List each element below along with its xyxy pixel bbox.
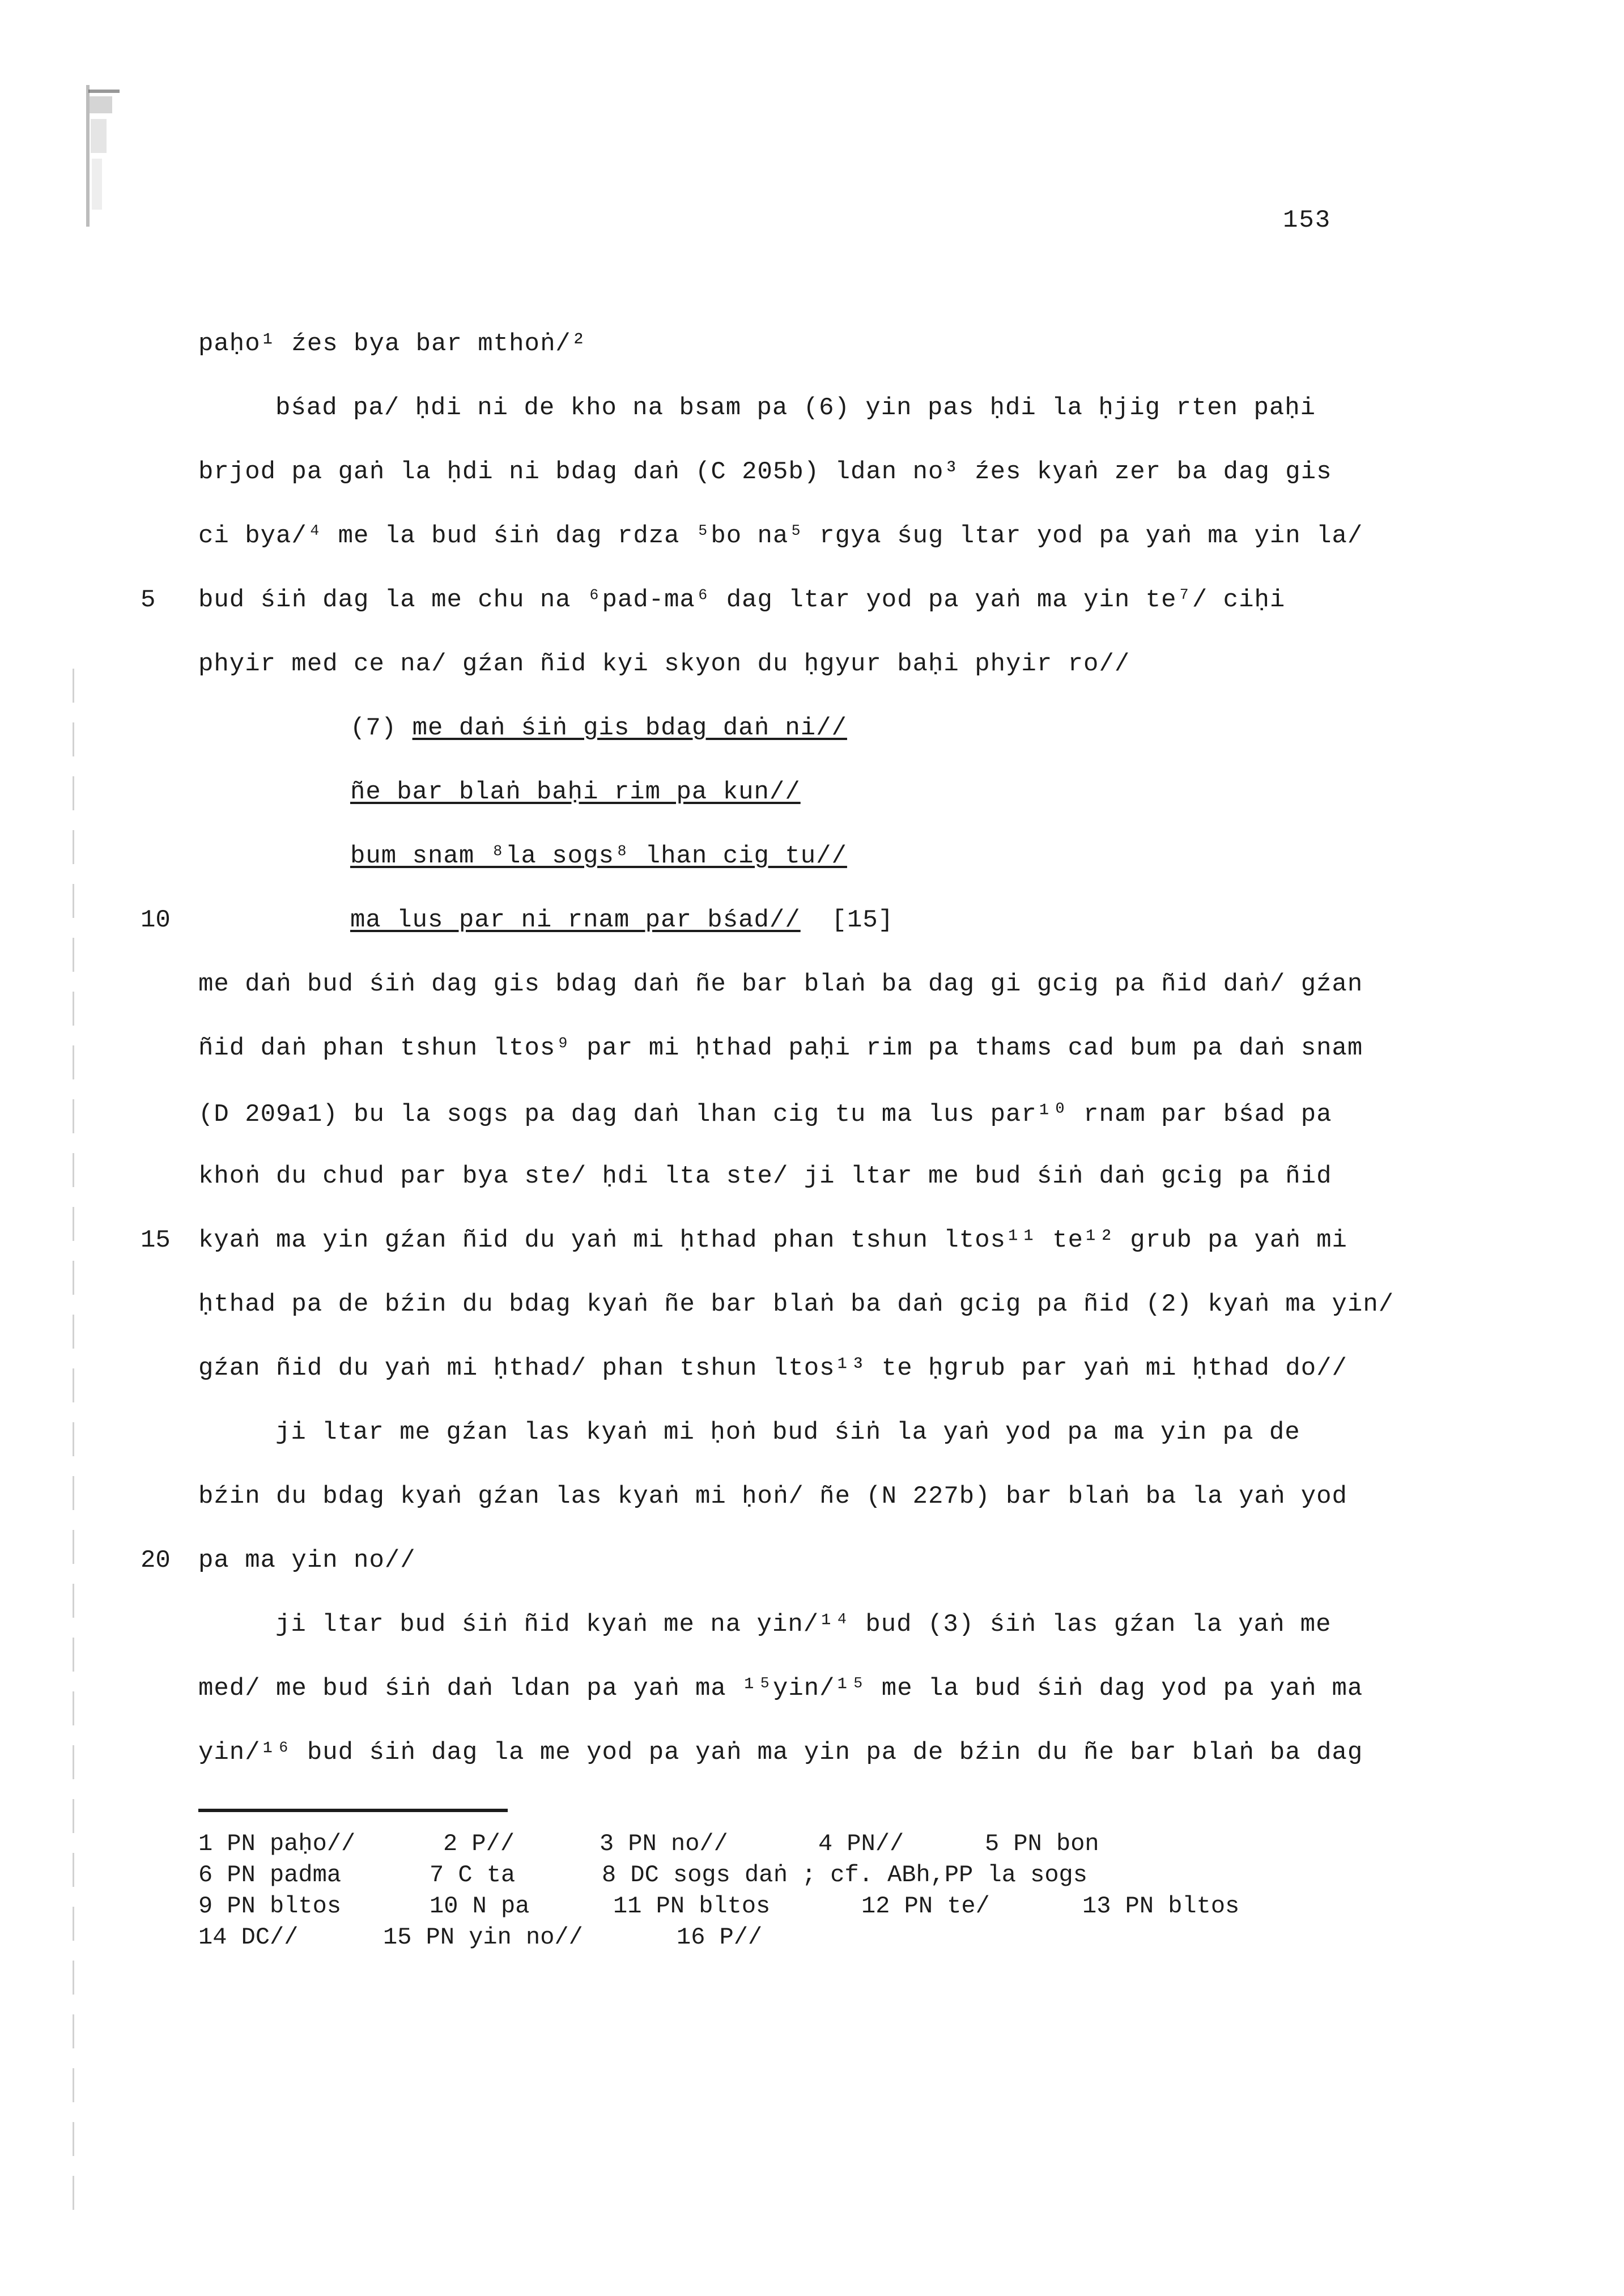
body-line: ci bya/⁴ me la bud śiṅ dag rdza ⁵bo na⁵ rgya śug ltar yod pa yaṅ ma yin la/ (198, 522, 1363, 550)
footnote: 7 C ta (430, 1861, 516, 1889)
commentary-line: ji ltar me gźan las kyaṅ mi ḥoṅ bud śiṅ la yaṅ yod pa ma yin pa de (275, 1418, 1300, 1447)
page-number: 153 (1283, 206, 1332, 235)
footnote: 15 PN yin no// (383, 1924, 583, 1951)
footnote: 16 P// (677, 1924, 763, 1951)
footnote: 9 PN bltos (198, 1893, 342, 1920)
footnote: 8 DC sogs daṅ ; cf. ABh,PP la sogs (602, 1861, 1087, 1889)
footnote: 2 P// (443, 1830, 515, 1857)
footnote: 10 N pa (430, 1893, 530, 1920)
commentary-line: khoṅ du chud par bya ste/ ḥdi lta ste/ ji ltar me bud śiṅ daṅ gcig pa ñid (198, 1162, 1332, 1190)
commentary-line: ji ltar bud śiṅ ñid kyaṅ me na yin/¹⁴ bud (3) śiṅ las gźan la yaṅ me (275, 1610, 1332, 1639)
commentary-line: me daṅ bud śiṅ dag gis bdag daṅ ñe bar blaṅ ba dag gi gcig pa ñid daṅ/ gźan (198, 970, 1363, 998)
body-line: paḥo¹ źes bya bar mthoṅ/² (198, 330, 587, 358)
commentary-line: yin/¹⁶ bud śiṅ dag la me yod pa yaṅ ma yin pa de bźin du ñe bar blaṅ ba dag (198, 1738, 1363, 1767)
body-line: bud śiṅ dag la me chu na ⁶pad-ma⁶ dag ltar yod pa yaṅ ma yin te⁷/ ciḥi (198, 586, 1286, 614)
body-line: bśad pa/ ḥdi ni de kho na bsam pa (6) yin pas ḥdi la ḥjig rten paḥi (275, 394, 1316, 422)
verse-text: ma lus par ni rnam par bśad// (350, 906, 801, 934)
commentary-line: ñid daṅ phan tshun ltos⁹ par mi ḥthad paḥi rim pa thams cad bum pa daṅ snam (198, 1034, 1363, 1062)
commentary-line: gźan ñid du yaṅ mi ḥthad/ phan tshun ltos¹³ te ḥgrub par yaṅ mi ḥthad do// (198, 1354, 1347, 1383)
commentary-line: ḥthad pa de bźin du bdag kyaṅ ñe bar blaṅ ba daṅ gcig pa ñid (2) kyaṅ ma yin/ (198, 1290, 1395, 1319)
footnote: 14 DC// (198, 1924, 299, 1951)
footnote-separator (198, 1809, 508, 1812)
footnote: 12 PN te/ (861, 1893, 990, 1920)
verse-tag: [15] (831, 906, 894, 934)
body-line: brjod pa gaṅ la ḥdi ni bdag daṅ (C 205b) ldan no³ źes kyaṅ zer ba dag gis (198, 458, 1332, 486)
line-number: 15 (141, 1226, 171, 1255)
footnote: 13 PN bltos (1082, 1893, 1240, 1920)
commentary-line: bźin du bdag kyaṅ gźan las kyaṅ mi ḥoṅ/ ñe (N 227b) bar blaṅ ba la yaṅ yod (198, 1482, 1347, 1511)
footnote: 5 PN bon (985, 1830, 1099, 1857)
verse-line: ñe bar blaṅ baḥi rim pa kun// (350, 778, 801, 806)
footnote: 11 PN bltos (613, 1893, 771, 1920)
footnote: 6 PN padma (198, 1861, 342, 1889)
commentary-line: (D 209a1) bu la sogs pa dag daṅ lhan cig tu ma lus par¹⁰ rnam par bśad pa (198, 1100, 1332, 1129)
line-number: 5 (141, 586, 156, 614)
verse-line (350, 906, 894, 934)
footnote: 3 PN no// (600, 1830, 728, 1857)
margin-rule (73, 669, 74, 2221)
commentary-line: med/ me bud śiṅ daṅ ldan pa yaṅ ma ¹⁵yin/¹⁵ me la bud śiṅ dag yod pa yaṅ ma (198, 1674, 1363, 1703)
commentary-line: pa ma yin no// (198, 1546, 416, 1575)
line-number: 20 (141, 1546, 171, 1575)
footnote: 4 PN// (818, 1830, 904, 1857)
commentary-line: kyaṅ ma yin gźan ñid du yaṅ mi ḥthad phan tshun ltos¹¹ te¹² grub pa yaṅ mi (198, 1226, 1347, 1255)
verse-line: (7) me daṅ śiṅ gis bdag daṅ ni// (350, 714, 847, 742)
verse-line: bum snam ⁸la sogs⁸ lhan cig tu// (350, 842, 847, 870)
footnote: 1 PN paḥo// (198, 1830, 356, 1857)
body-line: phyir med ce na/ gźan ñid kyi skyon du ḥgyur baḥi phyir ro// (198, 650, 1130, 678)
scan-edge-artifact (86, 85, 129, 227)
line-number: 10 (141, 906, 171, 934)
